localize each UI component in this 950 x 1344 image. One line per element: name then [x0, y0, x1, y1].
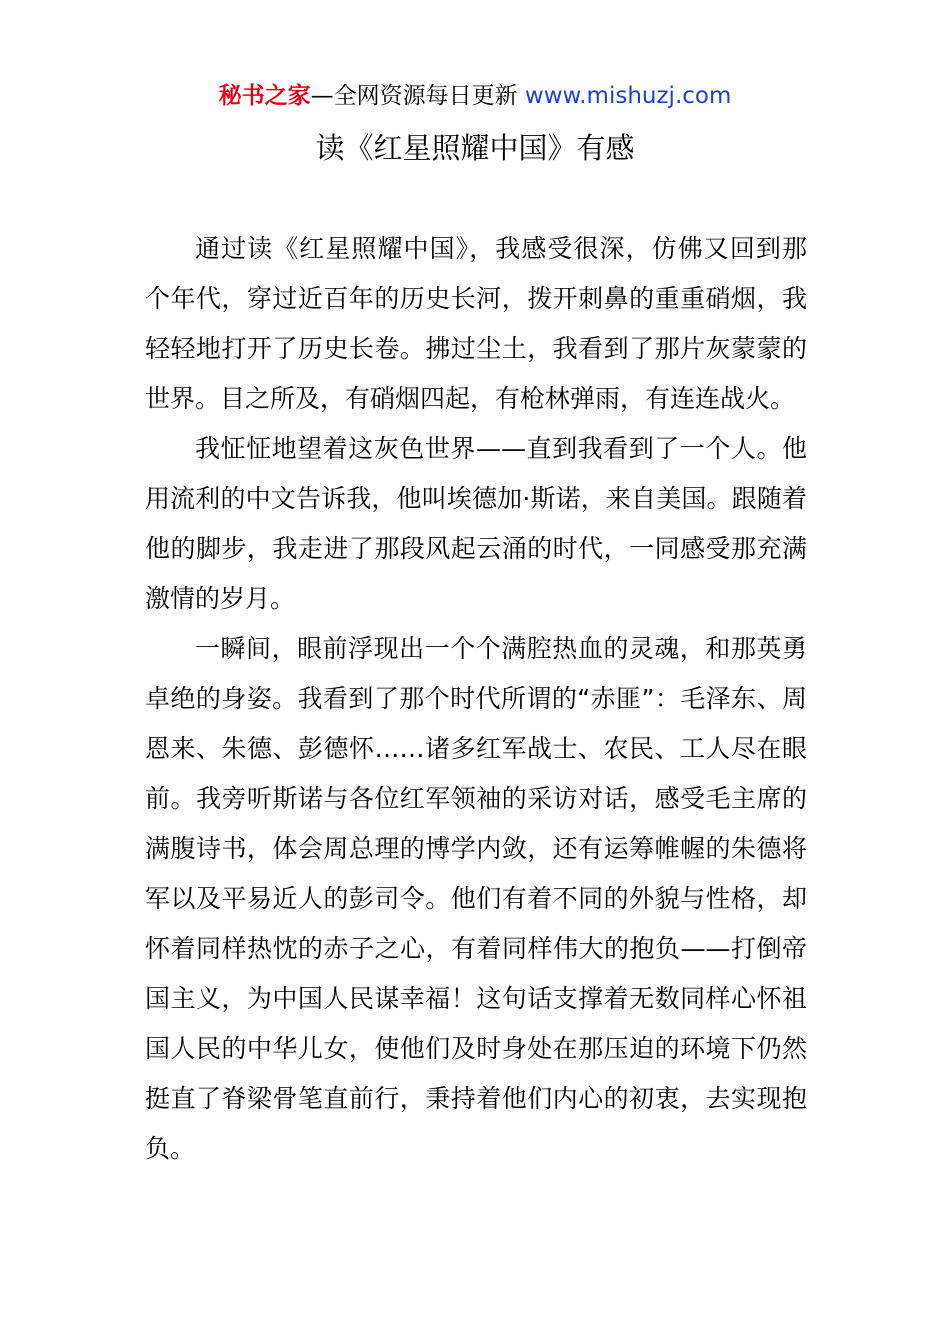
document-title: 读《红星照耀中国》有感	[315, 131, 635, 165]
site-slogan: —全网资源每日更新	[310, 83, 518, 109]
site-brand: 秘书之家	[218, 83, 311, 109]
paragraph-1: 通过读《红星照耀中国》，我感受很深，仿佛又回到那个年代，穿过近百年的历史长河，拨开刺鼻的重重硝烟，我轻轻地打开了历史长卷。拂过尘土，我看到了那片灰蒙蒙的世界。目之所及，有硝烟四起，有枪林弹雨，有连连战火。	[145, 234, 807, 413]
paragraph-3: 一瞬间，眼前浮现出一个个满腔热血的灵魂，和那英勇卓绝的身姿。我看到了那个时代所谓的“赤匪”：毛泽东、周恩来、朱德、彭德怀……诸多红军战士、农民、工人尽在眼前。我旁听斯诺与各位红军领袖的采访对话，感受毛主席的满腹诗书，体会周总理的博学内敛，还有运筹帷幄的朱德将军以及平易近人的彭司令。他们有着不同的外貌与性格，却怀着同样热忱的赤子之心，有着同样伟大的抱负——打倒帝国主义，为中国人民谋幸福！这句话支撑着无数同样心怀祖国人民的中华儿女，使他们及时身处在那压迫的环境下仍然挺直了脊梁骨笔直前行，秉持着他们内心的初衷，去实现抱负。	[145, 634, 807, 1163]
paragraph-2: 我怔怔地望着这灰色世界——直到我看到了一个人。他用流利的中文告诉我，他叫埃德加·斯诺，来自美国。跟随着他的脚步，我走进了那段风起云涌的时代，一同感受那充满激情的岁月。	[145, 434, 807, 613]
site-header	[0, 80, 950, 112]
site-url-link[interactable]: www.mishuzj.com	[524, 83, 732, 109]
document-body	[145, 224, 807, 1174]
